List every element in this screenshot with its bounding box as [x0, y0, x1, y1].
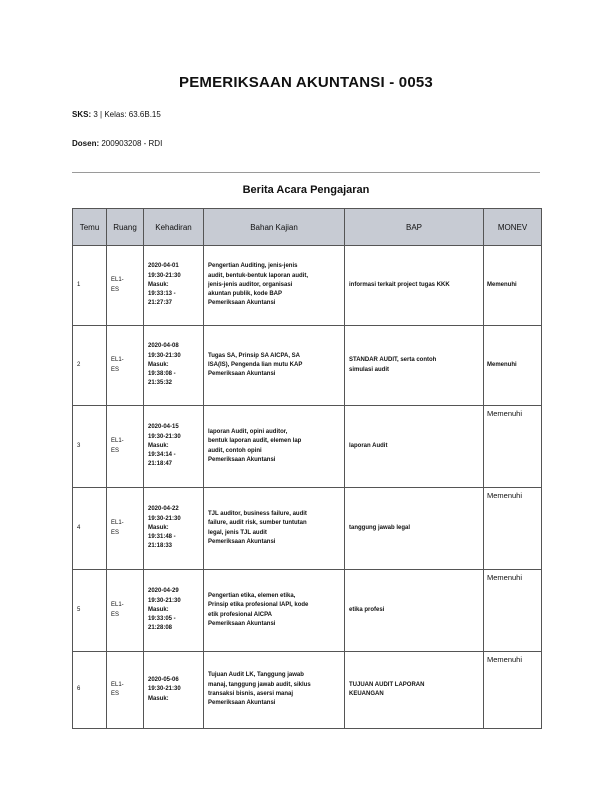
- cell-kehadiran: [144, 406, 204, 488]
- dosen-label: Dosen:: [72, 139, 100, 148]
- kehadiran-line: 2020-04-29: [148, 588, 179, 595]
- kehadiran-line: 2020-04-08: [148, 343, 179, 350]
- bahan-line: legal, jenis TJL audit: [208, 529, 267, 536]
- bahan-line: ISA(IS), Pengenda lian mutu KAP: [208, 361, 303, 368]
- bahan-line: Pemeriksaan Akuntansi: [208, 371, 276, 378]
- bap-line: TUJUAN AUDIT LAPORAN: [349, 681, 425, 688]
- dosen-value: 200903208 - RDI: [101, 139, 163, 148]
- bahan-line: Pemeriksaan Akuntansi: [208, 700, 276, 707]
- kehadiran-line: 2020-05-06: [148, 677, 179, 684]
- kehadiran-line: 19:30-21:30: [148, 352, 181, 359]
- kehadiran-line: 2020-04-22: [148, 506, 179, 513]
- kehadiran-line: 21:27:37: [148, 300, 173, 307]
- ruang-line: ES: [111, 447, 120, 454]
- cell-ruang: [107, 570, 144, 652]
- bahan-line: audit, contoh opini: [208, 447, 262, 454]
- header-ruang: Ruang: [107, 209, 144, 246]
- bahan-line: akuntan publik, kode BAP: [208, 291, 283, 298]
- kehadiran-line: Masuk:: [148, 281, 169, 288]
- sks-class-value: 3 | Kelas: 63.6B.15: [93, 110, 161, 119]
- kehadiran-line: 2020-04-01: [148, 263, 179, 270]
- bap-line: laporan Audit: [349, 442, 388, 449]
- bahan-line: Prinsip etika profesional IAPI, kode: [208, 602, 309, 609]
- bahan-line: Pemeriksaan Akuntansi: [208, 456, 276, 463]
- ruang-line: ES: [111, 286, 120, 293]
- ruang-line: ES: [111, 691, 120, 697]
- lecturer-info: [72, 139, 162, 148]
- bahan-line: Pemeriksaan Akuntansi: [208, 300, 276, 307]
- kehadiran-line: Masuk:: [148, 606, 169, 613]
- ruang-line: EL1-: [111, 520, 124, 527]
- cell-temu: 3: [73, 406, 107, 488]
- cell-bap: [345, 246, 484, 326]
- cell-monev: Memenuhi: [484, 326, 542, 406]
- cell-monev: Memenuhi: [484, 406, 542, 488]
- divider: [72, 172, 540, 173]
- kehadiran-line: 19:30-21:30: [148, 515, 181, 522]
- ruang-line: ES: [111, 366, 120, 373]
- kehadiran-line: 19:30-21:30: [148, 597, 181, 604]
- section-title: Berita Acara Pengajaran: [242, 184, 370, 196]
- cell-monev: Memenuhi: [484, 652, 542, 729]
- cell-kehadiran: [144, 652, 204, 729]
- bap-line: simulasi audit: [349, 366, 390, 373]
- bahan-line: TJL auditor, business failure, audit: [208, 510, 307, 517]
- bahan-line: Pengertian Auditing, jenis-jenis: [208, 263, 298, 270]
- cell-kehadiran: [144, 570, 204, 652]
- kehadiran-line: 2020-04-15: [148, 424, 179, 431]
- kehadiran-line: 19:31:48 -: [148, 534, 176, 541]
- cell-ruang: [107, 246, 144, 326]
- bahan-line: manaj, tanggung jawab audit, siklus: [208, 681, 311, 688]
- cell-bahan-kajian: [204, 326, 345, 406]
- bahan-line: laporan Audit, opini auditor,: [208, 428, 288, 435]
- teaching-report-table: [72, 208, 542, 729]
- kehadiran-line: Masuk:: [148, 695, 169, 702]
- cell-monev: Memenuhi: [484, 570, 542, 652]
- kehadiran-line: Masuk:: [148, 524, 169, 531]
- kehadiran-line: 19:38:08 -: [148, 371, 176, 378]
- cell-bap: [345, 652, 484, 729]
- kehadiran-line: 19:33:13 -: [148, 291, 176, 298]
- bahan-line: Pengertian etika, elemen etika,: [208, 592, 296, 599]
- cell-bahan-kajian: [204, 488, 345, 570]
- table-row: [73, 488, 542, 570]
- header-monev: MONEV: [484, 209, 542, 246]
- cell-kehadiran: [144, 326, 204, 406]
- kehadiran-line: 19:34:14 -: [148, 452, 176, 459]
- ruang-line: EL1-: [111, 357, 124, 364]
- kehadiran-line: 21:18:33: [148, 543, 173, 550]
- table-row: [73, 326, 542, 406]
- cell-temu: 4: [73, 488, 107, 570]
- bahan-line: Pemeriksaan Akuntansi: [208, 538, 276, 545]
- cell-bahan-kajian: [204, 406, 345, 488]
- cell-monev: Memenuhi: [484, 246, 542, 326]
- cell-ruang: [107, 652, 144, 729]
- bap-line: informasi terkait project tugas KKK: [349, 281, 450, 288]
- bahan-line: Tujuan Audit LK, Tanggung jawab: [208, 672, 304, 679]
- kehadiran-line: 19:30-21:30: [148, 686, 181, 693]
- bap-line: KEUANGAN: [349, 691, 384, 697]
- kehadiran-line: 19:30-21:30: [148, 272, 181, 279]
- bahan-line: etik profesional AICPA: [208, 611, 273, 618]
- kehadiran-line: 19:30-21:30: [148, 433, 181, 440]
- table-header-row: [73, 209, 542, 246]
- header-bahan-kajian: Bahan Kajian: [204, 209, 345, 246]
- header-temu: Temu: [73, 209, 107, 246]
- cell-temu: 6: [73, 652, 107, 729]
- page-title: PEMERIKSAAN AKUNTANSI - 0053: [179, 74, 433, 91]
- kehadiran-line: Masuk:: [148, 442, 169, 449]
- bahan-line: audit, bentuk-bentuk laporan audit,: [208, 272, 309, 279]
- cell-kehadiran: [144, 246, 204, 326]
- cell-temu: 5: [73, 570, 107, 652]
- cell-ruang: [107, 326, 144, 406]
- ruang-line: ES: [111, 611, 120, 618]
- cell-bahan-kajian: [204, 246, 345, 326]
- cell-kehadiran: [144, 488, 204, 570]
- cell-temu: 2: [73, 326, 107, 406]
- bahan-line: Tugas SA, Prinsip SA AICPA, SA: [208, 352, 301, 359]
- cell-bap: [345, 488, 484, 570]
- bahan-line: jenis-jenis auditor, organisasi: [208, 281, 293, 288]
- sks-label: SKS:: [72, 110, 92, 119]
- header-kehadiran: Kehadiran: [144, 209, 204, 246]
- kehadiran-line: Masuk:: [148, 361, 169, 368]
- kehadiran-line: 21:35:32: [148, 380, 173, 387]
- table-row: [73, 652, 542, 729]
- cell-bap: [345, 326, 484, 406]
- cell-ruang: [107, 406, 144, 488]
- table-row: [73, 570, 542, 652]
- ruang-line: ES: [111, 529, 120, 536]
- cell-ruang: [107, 488, 144, 570]
- ruang-line: EL1-: [111, 277, 124, 284]
- kehadiran-line: 19:33:05 -: [148, 616, 176, 623]
- ruang-line: EL1-: [111, 438, 124, 445]
- ruang-line: EL1-: [111, 602, 124, 609]
- bap-line: tanggung jawab legal: [349, 524, 411, 531]
- cell-bahan-kajian: [204, 652, 345, 729]
- table-row: [73, 246, 542, 326]
- cell-bahan-kajian: [204, 570, 345, 652]
- bap-line: etika profesi: [349, 606, 385, 613]
- cell-monev: Memenuhi: [484, 488, 542, 570]
- bahan-line: Pemeriksaan Akuntansi: [208, 620, 276, 627]
- table-row: [73, 406, 542, 488]
- cell-bap: [345, 570, 484, 652]
- bahan-line: transaksi bisnis, asersi manaj: [208, 691, 294, 697]
- cell-temu: 1: [73, 246, 107, 326]
- bahan-line: failure, audit risk, sumber tuntutan: [208, 520, 307, 527]
- cell-bap: [345, 406, 484, 488]
- header-bap: BAP: [345, 209, 484, 246]
- bahan-line: bentuk laporan audit, elemen lap: [208, 438, 302, 445]
- ruang-line: EL1-: [111, 681, 124, 688]
- course-info: [72, 110, 161, 119]
- kehadiran-line: 21:28:08: [148, 625, 173, 632]
- kehadiran-line: 21:18:47: [148, 461, 173, 468]
- bap-line: STANDAR AUDIT, serta contoh: [349, 357, 437, 364]
